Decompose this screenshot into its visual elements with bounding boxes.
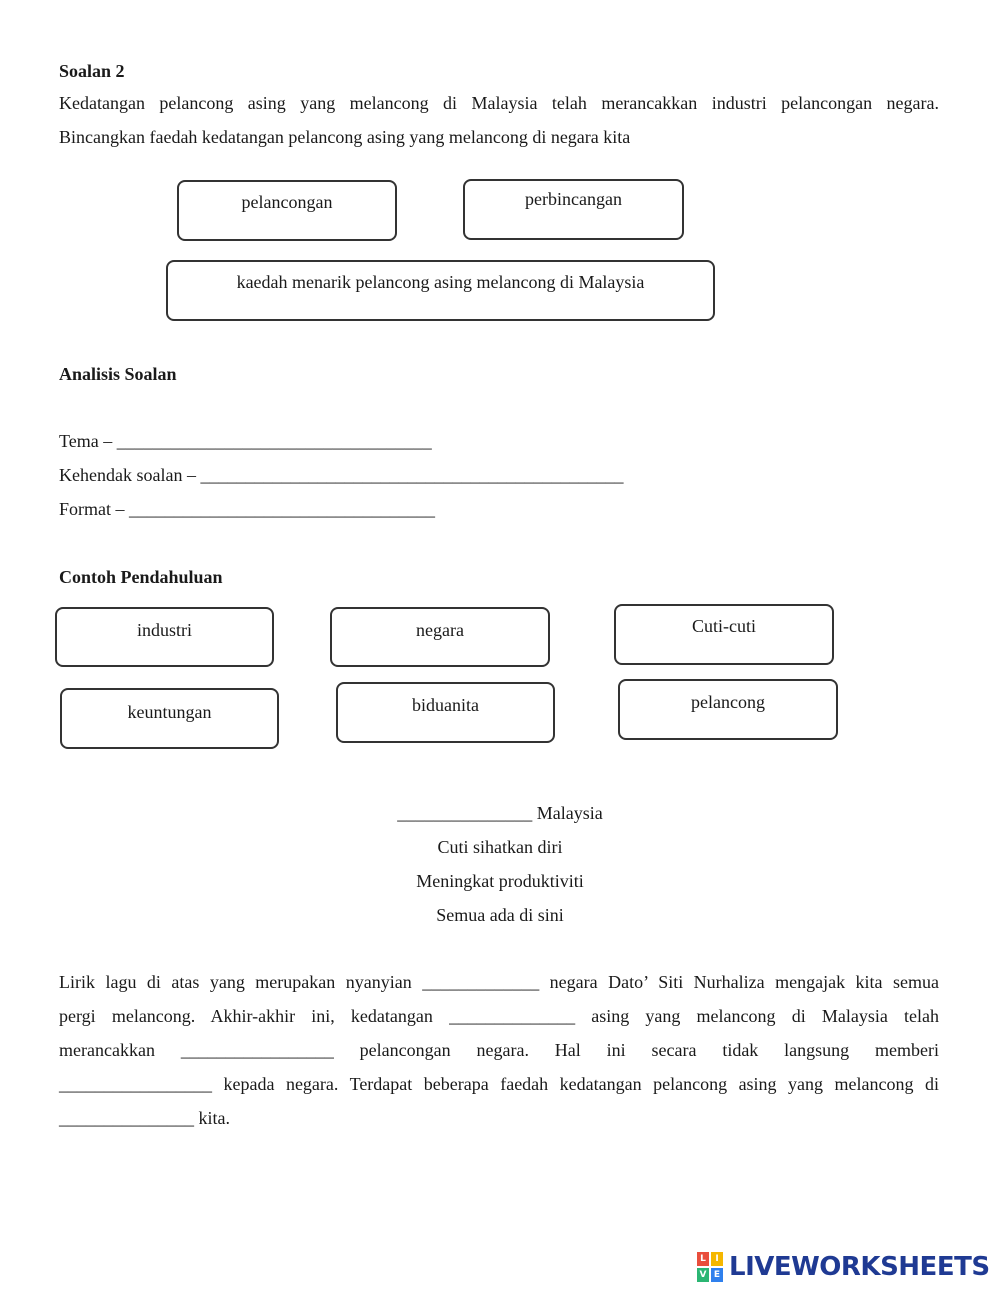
liveworksheets-logo-icon (697, 1252, 725, 1282)
kehendak-blank[interactable]: _______________________________________________ (200, 465, 624, 485)
passage-text: asing yang melancong di Malaysia telah (575, 1006, 939, 1026)
passage-text: pelancongan negara. Hal ini secara tidak langsung memberi (333, 1040, 939, 1060)
liveworksheets-brand: LIVEWORKSHEETS (729, 1252, 990, 1282)
passage-blank-5[interactable]: _______________ (59, 1108, 194, 1128)
liveworksheets-logo (697, 1252, 990, 1282)
format-label: Format – (59, 499, 129, 519)
kehendak-label: Kehendak soalan – (59, 465, 201, 485)
kehendak-row (59, 463, 623, 487)
format-row (59, 497, 435, 521)
question-line-2: Bincangkan faedah kedatangan pelancong asing yang melancong di negara kita (59, 127, 631, 147)
format-blank[interactable]: __________________________________ (129, 499, 435, 519)
lyrics-line-4: Semua ada di sini (436, 905, 564, 925)
word-bank-biduanita[interactable]: biduanita (336, 682, 555, 743)
logo-letter: L (697, 1252, 709, 1266)
lyrics-line-1-text: Malaysia (532, 803, 603, 823)
passage-line-5 (59, 1101, 939, 1135)
intro-heading: Contoh Pendahuluan (59, 567, 223, 587)
word-bank-keuntungan[interactable]: keuntungan (60, 688, 279, 749)
lyrics-line-1 (0, 796, 1000, 830)
analysis-heading: Analisis Soalan (59, 364, 177, 384)
passage-blank-1[interactable]: _____________ (422, 972, 540, 992)
passage-line-3 (59, 1033, 939, 1067)
passage-text: merancakkan (59, 1040, 181, 1060)
word-bank-industri[interactable]: industri (55, 607, 274, 667)
lyrics-line-2: Cuti sihatkan diri (437, 837, 563, 857)
passage-text: Lirik lagu di atas yang merupakan nyanyian (59, 972, 423, 992)
word-bank-negara[interactable]: negara (330, 607, 550, 667)
passage-text: kepada negara. Terdapat beberapa faedah kedatangan pelancong asing yang melancong di (212, 1074, 939, 1094)
passage-text: negara Dato’ Siti Nurhaliza mengajak kita semua (539, 972, 939, 992)
passage-line-2 (59, 999, 939, 1033)
word-box-perbincangan[interactable]: perbincangan (463, 179, 684, 240)
tema-label: Tema – (59, 431, 117, 451)
passage-blank-2[interactable]: ______________ (449, 1006, 576, 1026)
logo-letter: I (711, 1252, 723, 1266)
tema-blank[interactable]: ___________________________________ (116, 431, 432, 451)
passage-line-4 (59, 1067, 939, 1101)
passage-blank-3[interactable]: _________________ (180, 1040, 334, 1060)
word-bank-cuti-cuti[interactable]: Cuti-cuti (614, 604, 834, 665)
question-line-1: Kedatangan pelancong asing yang melancong di Malaysia telah merancakkan industri pelancongan negara. (59, 93, 939, 113)
lyrics-line-3: Meningkat produktiviti (416, 871, 584, 891)
lyrics-blank-1[interactable]: _______________ (397, 803, 533, 823)
word-box-kaedah[interactable]: kaedah menarik pelancong asing melancong di Malaysia (166, 260, 715, 321)
question-title: Soalan 2 (59, 61, 125, 81)
passage-blank-4[interactable]: _________________ (59, 1074, 212, 1094)
passage-line-1 (59, 965, 939, 999)
tema-row (59, 429, 432, 453)
logo-letter: V (697, 1268, 709, 1282)
logo-letter: E (711, 1268, 723, 1282)
passage-text: pergi melancong. Akhir-akhir ini, kedatangan (59, 1006, 450, 1026)
passage-text: kita. (194, 1108, 230, 1128)
word-bank-pelancong[interactable]: pelancong (618, 679, 838, 740)
word-box-pelancongan[interactable]: pelancongan (177, 180, 397, 241)
